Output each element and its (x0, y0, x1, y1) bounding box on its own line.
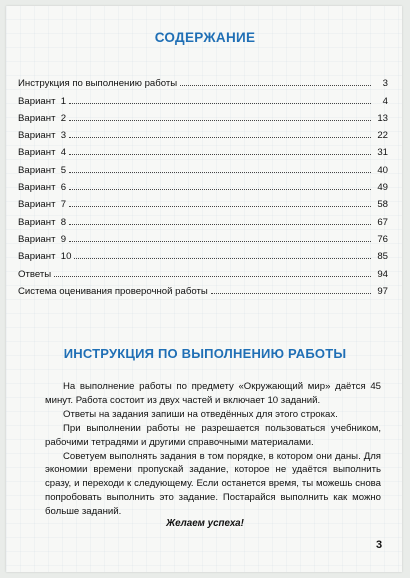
toc-leader (74, 258, 371, 259)
toc-leader (211, 293, 371, 294)
toc-label: Вариант 10 (18, 251, 72, 263)
toc-label: Вариант 6 (18, 182, 67, 194)
toc-page: 67 (377, 216, 388, 228)
toc-leader (180, 85, 371, 86)
toc-label: Вариант 5 (18, 164, 67, 176)
instructions-title: ИНСТРУКЦИЯ ПО ВЫПОЛНЕНИЮ РАБОТЫ (63, 346, 347, 361)
toc-label: Вариант 9 (18, 233, 67, 245)
toc-row[interactable] (18, 141, 388, 158)
instructions-paragraph: Советуем выполнять задания в том порядке, в котором они даны. Для экономии времени пропускай задание, которое не удаётся выполнить сразу, и переходи к следующему. Если останется время, ты можешь снова попробовать выполнить это задание. Постарайся выполнить как можно больше заданий. (45, 450, 381, 518)
toc-row[interactable] (18, 280, 388, 297)
toc-leader (69, 120, 371, 121)
toc-row[interactable] (18, 158, 388, 175)
toc-leader (69, 137, 371, 138)
instructions-paragraph: На выполнение работы по предмету «Окружающий мир» даётся 45 минут. Работа состоит из двух частей и включает 10 заданий. (45, 381, 381, 406)
toc-row[interactable] (18, 245, 388, 262)
toc-page: 85 (377, 251, 388, 263)
toc-label: Инструкция по выполнению работы (18, 78, 178, 90)
toc-leader (69, 154, 371, 155)
instructions-body (45, 380, 381, 519)
toc-row[interactable] (18, 228, 388, 245)
toc-leader (54, 276, 371, 277)
toc-label: Система оценивания проверочной работы (18, 285, 208, 297)
toc-label: Вариант 7 (18, 199, 67, 211)
toc-leader (69, 206, 371, 207)
table-of-contents (18, 72, 388, 297)
closing-wish: Желаем успеха! (166, 518, 244, 529)
toc-page: 97 (377, 285, 388, 297)
toc-leader (69, 224, 371, 225)
toc-page: 40 (377, 164, 388, 176)
toc-row[interactable] (18, 193, 388, 210)
toc-page: 49 (377, 182, 388, 194)
toc-row[interactable] (18, 124, 388, 141)
toc-label: Вариант 3 (18, 130, 67, 142)
toc-label: Вариант 8 (18, 216, 67, 228)
toc-leader (69, 172, 371, 173)
toc-page: 58 (377, 199, 388, 211)
instructions-paragraph: Ответы на задания запиши на отведённых для этого строках. (63, 408, 338, 420)
toc-row[interactable] (18, 262, 388, 279)
toc-label: Вариант 2 (18, 112, 67, 124)
toc-page: 3 (382, 78, 388, 90)
toc-row[interactable] (18, 210, 388, 227)
toc-row[interactable] (18, 176, 388, 193)
instructions-paragraph: При выполнении работы не разрешается пользоваться учебником, рабочими тетрадями и другими справочными материалами. (45, 422, 381, 448)
page-number: 3 (370, 536, 388, 554)
toc-row[interactable] (18, 107, 388, 124)
toc-leader (69, 103, 371, 104)
toc-label: Ответы (18, 268, 52, 280)
toc-row[interactable] (18, 89, 388, 106)
toc-page: 76 (377, 233, 388, 245)
toc-leader (69, 241, 371, 242)
toc-label: Вариант 1 (18, 95, 67, 107)
toc-title: СОДЕРЖАНИЕ (154, 30, 256, 45)
toc-page: 22 (377, 130, 388, 142)
toc-label: Вариант 4 (18, 147, 67, 159)
toc-page: 94 (377, 268, 388, 280)
toc-page: 31 (377, 147, 388, 159)
toc-page: 4 (382, 95, 388, 107)
toc-row[interactable] (18, 72, 388, 89)
toc-leader (69, 189, 371, 190)
toc-page: 13 (377, 112, 388, 124)
